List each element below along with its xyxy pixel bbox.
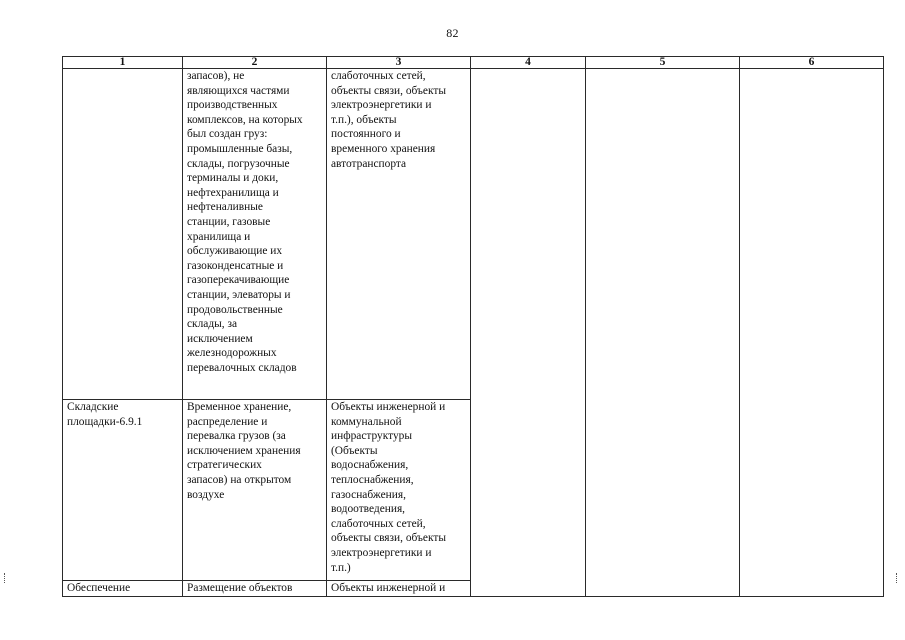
header-row	[63, 57, 884, 69]
cell-text: Объекты инженерной и коммунальной инфраструктуры (Объекты водоснабжения, теплоснабжения, газоснабжения, водоотведения, слаботочных сетей, объекты связи, объекты электроэнергетики и т.п.)	[331, 401, 446, 574]
scan-edge-mark-left	[4, 573, 8, 583]
row-cell-description	[183, 581, 327, 597]
cell-text: Обеспечение	[67, 582, 131, 594]
scan-edge-mark-right	[896, 573, 900, 583]
row-cell-objects	[327, 400, 471, 581]
row-cell-objects	[327, 69, 471, 400]
column-5-merged-cell	[586, 69, 740, 597]
row-cell-description	[183, 69, 327, 400]
regulation-table	[62, 56, 884, 597]
column-6-merged-cell	[740, 69, 884, 597]
column-header-6: 6	[740, 57, 884, 69]
row-cell-use-type	[63, 69, 183, 400]
cell-text: Складские площадки-6.9.1	[67, 401, 143, 428]
row-cell-use-type	[63, 400, 183, 581]
column-header-5: 5	[586, 57, 740, 69]
column-header-3: 3	[327, 57, 471, 69]
column-header-2: 2	[183, 57, 327, 69]
column-header-1: 1	[63, 57, 183, 69]
cell-text: Временное хранение, распределение и перевалка грузов (за исключением хранения стратегических запасов) на открытом воздухе	[187, 401, 301, 501]
cell-text: Размещение объектов	[187, 582, 293, 594]
row-cell-objects	[327, 581, 471, 597]
table-row	[63, 69, 884, 400]
cell-text: запасов), не являющихся частями производственных комплексов, на которых был создан груз: промышленные базы, склады, погрузочные терминалы и доки, нефтехранилища и нефтеналивные станции, газовые хранилища и обслуживающие их газоконденсатные и газоперекачивающие станции, элеваторы и продовольственные склады, за исключением железнодорожных перевалочных складов	[187, 70, 303, 374]
column-4-merged-cell	[471, 69, 586, 597]
row-cell-description	[183, 400, 327, 581]
column-header-4: 4	[471, 57, 586, 69]
cell-text: Объекты инженерной и	[331, 582, 446, 594]
page-number: 82	[446, 26, 459, 40]
cell-text: слаботочных сетей, объекты связи, объекты электроэнергетики и т.п.), объекты постоянного и временного хранения автотранспорта	[331, 70, 446, 170]
row-cell-use-type	[63, 581, 183, 597]
